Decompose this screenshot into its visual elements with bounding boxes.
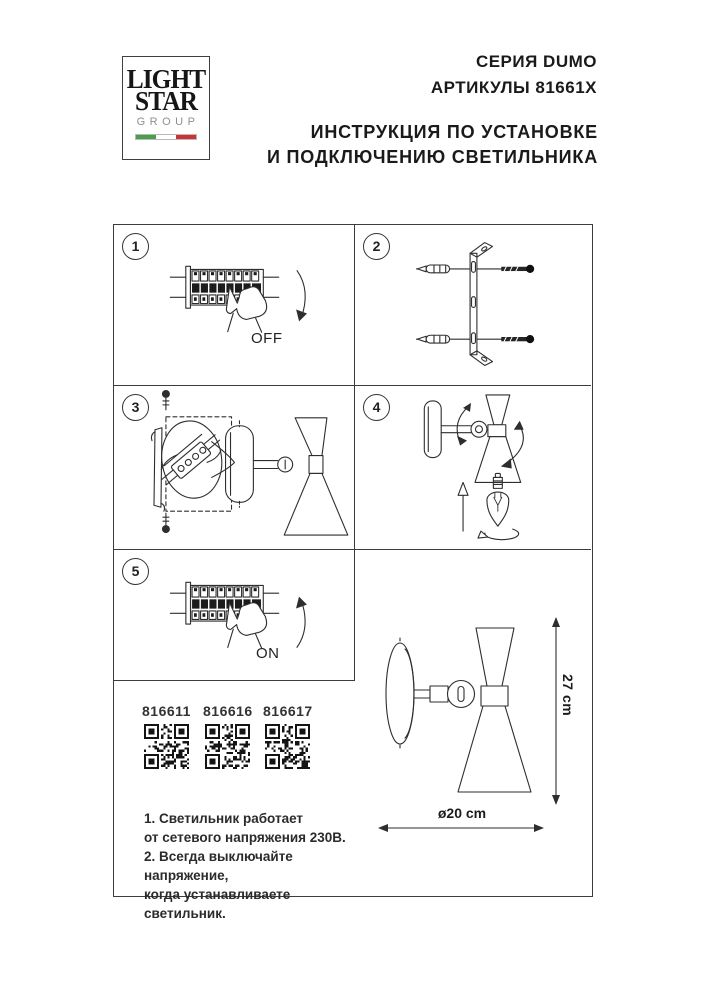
series-title: СЕРИЯ DUMO (475, 52, 597, 71)
note-line: 1. Светильник работает (144, 811, 304, 826)
circuit-breaker-on-illustration (114, 550, 354, 680)
instruction-panels (113, 224, 593, 921)
note-line: 2. Всегда выключайте напряжение, (144, 849, 293, 883)
dimension-drawing (355, 550, 591, 895)
article-number: 816617 (263, 703, 313, 719)
articles-title: АРТИКУЛЫ 81661X (430, 78, 597, 97)
article-number: 816611 (142, 703, 191, 719)
step-panel-4 (355, 386, 591, 550)
diameter-dimension-label: ø20 cm (437, 805, 487, 821)
height-dimension-label: 27 cm (560, 674, 576, 717)
logo-light: LIGHT (126, 64, 206, 94)
wiring-and-mounting-illustration (114, 386, 354, 549)
flag-white (156, 135, 176, 139)
flag-red (176, 135, 196, 139)
off-label: OFF (251, 330, 283, 347)
step-panel-3 (114, 386, 355, 550)
on-label: ON (256, 645, 280, 662)
product-816616 (203, 703, 251, 769)
step-panel-5 (114, 550, 355, 681)
lamp-dimension-illustration (355, 550, 591, 895)
italian-flag-bar (135, 134, 197, 140)
step-panel-1 (114, 225, 355, 386)
mounting-bracket-illustration (355, 225, 591, 385)
circuit-breaker-off-illustration (114, 225, 354, 385)
step-number-badge: 1 (122, 233, 149, 260)
product-816611 (142, 703, 190, 769)
qr-code-816617 (265, 724, 310, 769)
step-number-badge: 4 (363, 394, 390, 421)
safety-notes (144, 809, 349, 923)
note-line: от сетевого напряжения 230В. (144, 830, 346, 845)
product-816617 (263, 703, 311, 769)
note-line: когда устанавливаете светильник. (144, 887, 291, 921)
lightstar-logo (122, 56, 210, 160)
logo-group: GROUP (136, 116, 200, 128)
logo-star: STAR (134, 86, 198, 116)
flag-green (136, 135, 156, 139)
step-number-badge: 2 (363, 233, 390, 260)
step-number-badge: 3 (122, 394, 149, 421)
products-and-notes (114, 681, 355, 921)
instruction-title: ИНСТРУКЦИЯ ПО УСТАНОВКЕ И ПОДКЛЮЧЕНИЮ СВЕТИЛЬНИКА (267, 122, 598, 167)
series-and-articles (431, 49, 597, 101)
step-number-badge: 5 (122, 558, 149, 585)
adjustment-and-bulb-illustration (355, 386, 591, 549)
article-number: 816616 (203, 703, 253, 719)
qr-code-816616 (205, 724, 250, 769)
qr-code-816611 (144, 724, 189, 769)
step-panel-2 (355, 225, 591, 386)
